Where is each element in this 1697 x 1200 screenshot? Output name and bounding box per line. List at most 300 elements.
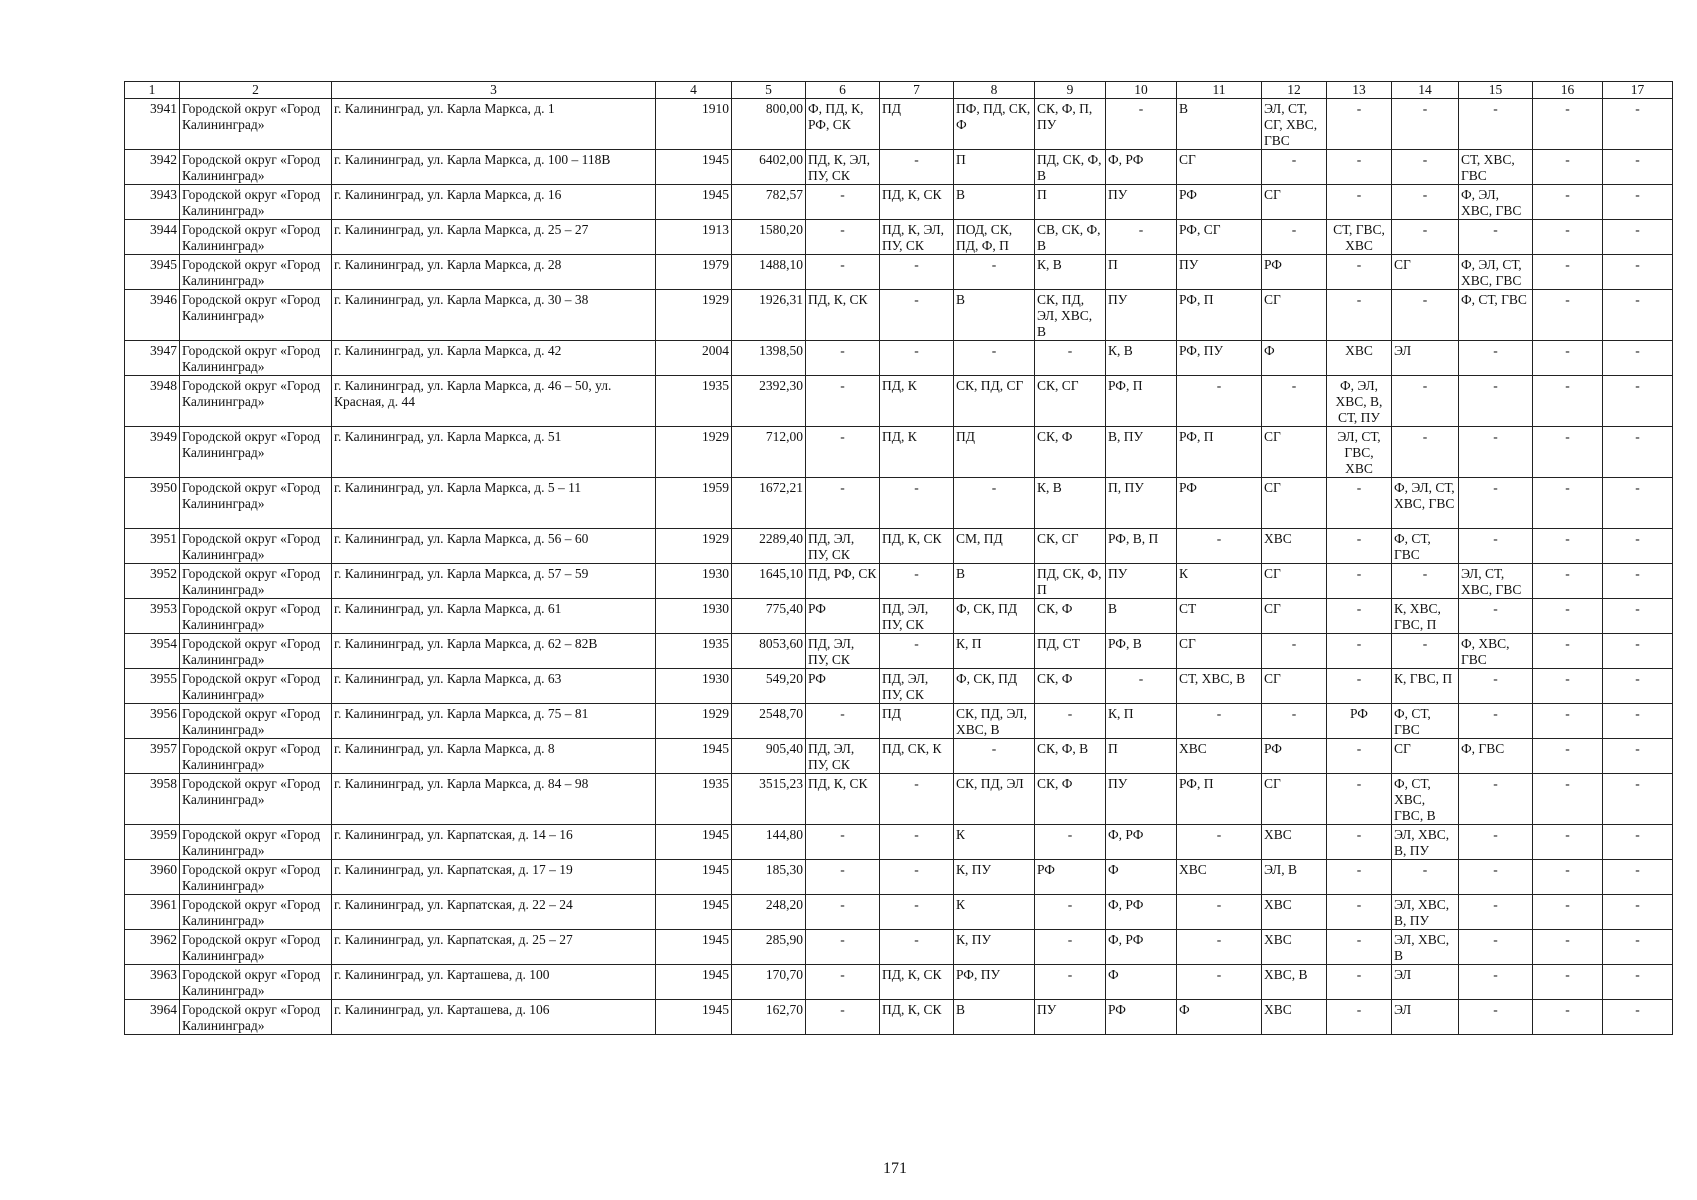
table-cell-col-3: г. Калининград, ул. Карла Маркса, д. 8 — [332, 739, 656, 774]
table-cell-col-6: ПД, К, СК — [806, 774, 880, 825]
table-cell-col-5: 8053,60 — [732, 634, 806, 669]
table-cell-col-5: 1488,10 — [732, 255, 806, 290]
table-cell-col-15: - — [1459, 930, 1533, 965]
table-cell-col-10: П — [1106, 255, 1177, 290]
table-row — [125, 669, 1673, 704]
table-cell-col-17: - — [1603, 599, 1673, 634]
table-cell-col-11: ХВС — [1177, 739, 1262, 774]
table-cell-col-4: 1945 — [656, 965, 732, 1000]
table-row — [125, 895, 1673, 930]
table-cell-col-15: - — [1459, 341, 1533, 376]
table-cell-col-11: - — [1177, 825, 1262, 860]
table-cell-col-12: СГ — [1262, 669, 1327, 704]
table-cell-col-14: - — [1392, 150, 1459, 185]
table-cell-col-16: - — [1533, 220, 1603, 255]
table-row — [125, 1000, 1673, 1035]
table-cell-col-17: - — [1603, 860, 1673, 895]
table-cell-col-1: 3943 — [125, 185, 180, 220]
table-cell-col-1: 3963 — [125, 965, 180, 1000]
table-cell-col-14: - — [1392, 290, 1459, 341]
table-cell-col-9: ПД, СТ — [1035, 634, 1106, 669]
table-cell-col-7: - — [880, 634, 954, 669]
table-cell-col-2: Городской округ «Город Калининград» — [180, 774, 332, 825]
table-cell-col-9: ПД, СК, Ф, В — [1035, 150, 1106, 185]
table-cell-col-7: ПД — [880, 704, 954, 739]
table-cell-col-13: - — [1327, 185, 1392, 220]
table-cell-col-16: - — [1533, 774, 1603, 825]
table-row — [125, 825, 1673, 860]
table-cell-col-14: ЭЛ, ХВС, В — [1392, 930, 1459, 965]
table-cell-col-10: Ф — [1106, 965, 1177, 1000]
table-cell-col-7: ПД, К, СК — [880, 185, 954, 220]
table-cell-col-1: 3948 — [125, 376, 180, 427]
table-cell-col-4: 1935 — [656, 634, 732, 669]
table-cell-col-4: 1945 — [656, 185, 732, 220]
table-row — [125, 634, 1673, 669]
table-cell-col-2: Городской округ «Город Калининград» — [180, 99, 332, 150]
table-cell-col-6: - — [806, 895, 880, 930]
table-cell-col-9: СК, Ф — [1035, 427, 1106, 478]
table-cell-col-9: - — [1035, 704, 1106, 739]
table-cell-col-8: - — [954, 255, 1035, 290]
table-cell-col-13: Ф, ЭЛ, ХВС, В, СТ, ПУ — [1327, 376, 1392, 427]
table-cell-col-8: К — [954, 895, 1035, 930]
table-cell-col-7: - — [880, 341, 954, 376]
table-cell-col-4: 1945 — [656, 895, 732, 930]
table-cell-col-13: - — [1327, 965, 1392, 1000]
table-cell-col-7: ПД — [880, 99, 954, 150]
table-cell-col-1: 3953 — [125, 599, 180, 634]
table-cell-col-8: В — [954, 564, 1035, 599]
table-cell-col-5: 2289,40 — [732, 529, 806, 564]
table-cell-col-17: - — [1603, 478, 1673, 529]
table-row — [125, 860, 1673, 895]
table-cell-col-11: В — [1177, 99, 1262, 150]
column-header-9: 9 — [1035, 82, 1106, 99]
table-cell-col-14: ЭЛ, ХВС, В, ПУ — [1392, 825, 1459, 860]
table-cell-col-6: - — [806, 930, 880, 965]
table-cell-col-17: - — [1603, 930, 1673, 965]
table-cell-col-9: ПУ — [1035, 1000, 1106, 1035]
table-cell-col-12: ХВС — [1262, 930, 1327, 965]
table-cell-col-10: Ф, РФ — [1106, 825, 1177, 860]
table-cell-col-14: - — [1392, 185, 1459, 220]
table-cell-col-13: - — [1327, 825, 1392, 860]
table-cell-col-12: СГ — [1262, 185, 1327, 220]
table-cell-col-13: ХВС — [1327, 341, 1392, 376]
table-cell-col-1: 3955 — [125, 669, 180, 704]
table-cell-col-2: Городской округ «Город Калининград» — [180, 860, 332, 895]
column-header-6: 6 — [806, 82, 880, 99]
table-cell-col-7: - — [880, 860, 954, 895]
table-cell-col-17: - — [1603, 825, 1673, 860]
table-cell-col-2: Городской округ «Город Калининград» — [180, 704, 332, 739]
table-cell-col-12: РФ — [1262, 739, 1327, 774]
table-cell-col-1: 3958 — [125, 774, 180, 825]
table-cell-col-17: - — [1603, 669, 1673, 704]
table-cell-col-3: г. Калининград, ул. Карла Маркса, д. 63 — [332, 669, 656, 704]
table-cell-col-15: Ф, ХВС, ГВС — [1459, 634, 1533, 669]
table-cell-col-10: РФ, П — [1106, 376, 1177, 427]
table-cell-col-12: - — [1262, 704, 1327, 739]
table-cell-col-12: ХВС — [1262, 529, 1327, 564]
table-cell-col-15: Ф, ЭЛ, СТ, ХВС, ГВС — [1459, 255, 1533, 290]
table-cell-col-4: 1929 — [656, 427, 732, 478]
table-cell-col-8: Ф, СК, ПД — [954, 599, 1035, 634]
table-row — [125, 965, 1673, 1000]
table-cell-col-13: - — [1327, 99, 1392, 150]
table-cell-col-6: РФ — [806, 669, 880, 704]
table-cell-col-12: ЭЛ, СТ, СГ, ХВС, ГВС — [1262, 99, 1327, 150]
table-cell-col-9: - — [1035, 825, 1106, 860]
table-cell-col-9: П — [1035, 185, 1106, 220]
table-cell-col-5: 248,20 — [732, 895, 806, 930]
table-cell-col-2: Городской округ «Город Калининград» — [180, 427, 332, 478]
table-cell-col-9: СК, Ф — [1035, 599, 1106, 634]
table-cell-col-14: К, ХВС, ГВС, П — [1392, 599, 1459, 634]
table-cell-col-14: ЭЛ, ХВС, В, ПУ — [1392, 895, 1459, 930]
column-header-7: 7 — [880, 82, 954, 99]
table-cell-col-11: - — [1177, 895, 1262, 930]
table-cell-col-1: 3956 — [125, 704, 180, 739]
column-header-8: 8 — [954, 82, 1035, 99]
table-cell-col-11: РФ — [1177, 478, 1262, 529]
table-cell-col-14: СГ — [1392, 739, 1459, 774]
table-cell-col-4: 1945 — [656, 930, 732, 965]
column-header-13: 13 — [1327, 82, 1392, 99]
table-cell-col-5: 1580,20 — [732, 220, 806, 255]
table-cell-col-16: - — [1533, 930, 1603, 965]
table-cell-col-3: г. Калининград, ул. Карла Маркса, д. 25 – 27 — [332, 220, 656, 255]
table-cell-col-16: - — [1533, 290, 1603, 341]
table-cell-col-5: 775,40 — [732, 599, 806, 634]
table-cell-col-16: - — [1533, 564, 1603, 599]
table-cell-col-3: г. Калининград, ул. Карла Маркса, д. 56 – 60 — [332, 529, 656, 564]
table-cell-col-9: СК, Ф, П, ПУ — [1035, 99, 1106, 150]
table-cell-col-11: СГ — [1177, 150, 1262, 185]
table-cell-col-14: - — [1392, 99, 1459, 150]
table-cell-col-17: - — [1603, 185, 1673, 220]
table-cell-col-6: - — [806, 255, 880, 290]
column-header-17: 17 — [1603, 82, 1673, 99]
table-cell-col-17: - — [1603, 290, 1673, 341]
table-cell-col-16: - — [1533, 478, 1603, 529]
table-cell-col-13: - — [1327, 564, 1392, 599]
table-cell-col-11: - — [1177, 704, 1262, 739]
table-cell-col-4: 1930 — [656, 669, 732, 704]
table-cell-col-2: Городской округ «Город Калининград» — [180, 150, 332, 185]
table-cell-col-16: - — [1533, 427, 1603, 478]
table-cell-col-5: 712,00 — [732, 427, 806, 478]
table-cell-col-3: г. Калининград, ул. Карташева, д. 106 — [332, 1000, 656, 1035]
table-cell-col-8: К, ПУ — [954, 860, 1035, 895]
table-cell-col-7: ПД, К, СК — [880, 1000, 954, 1035]
column-header-15: 15 — [1459, 82, 1533, 99]
table-cell-col-10: РФ — [1106, 1000, 1177, 1035]
table-cell-col-9: СК, Ф, В — [1035, 739, 1106, 774]
table-cell-col-5: 6402,00 — [732, 150, 806, 185]
table-cell-col-11: СГ — [1177, 634, 1262, 669]
table-cell-col-4: 1945 — [656, 825, 732, 860]
table-cell-col-6: - — [806, 220, 880, 255]
table-cell-col-10: К, П — [1106, 704, 1177, 739]
table-cell-col-9: СК, СГ — [1035, 529, 1106, 564]
table-cell-col-3: г. Калининград, ул. Карла Маркса, д. 30 – 38 — [332, 290, 656, 341]
table-cell-col-7: - — [880, 930, 954, 965]
table-row — [125, 739, 1673, 774]
table-cell-col-1: 3961 — [125, 895, 180, 930]
table-cell-col-10: Ф — [1106, 860, 1177, 895]
table-cell-col-2: Городской округ «Город Калининград» — [180, 290, 332, 341]
table-row — [125, 255, 1673, 290]
table-cell-col-10: Ф, РФ — [1106, 930, 1177, 965]
table-cell-col-16: - — [1533, 634, 1603, 669]
table-cell-col-10: - — [1106, 669, 1177, 704]
table-cell-col-7: - — [880, 150, 954, 185]
table-cell-col-7: - — [880, 290, 954, 341]
table-cell-col-6: - — [806, 478, 880, 529]
column-header-10: 10 — [1106, 82, 1177, 99]
table-cell-col-8: - — [954, 341, 1035, 376]
table-cell-col-16: - — [1533, 1000, 1603, 1035]
table-cell-col-5: 170,70 — [732, 965, 806, 1000]
table-cell-col-15: - — [1459, 895, 1533, 930]
table-cell-col-15: - — [1459, 99, 1533, 150]
table-cell-col-13: - — [1327, 634, 1392, 669]
table-cell-col-17: - — [1603, 634, 1673, 669]
table-cell-col-8: СК, ПД, ЭЛ — [954, 774, 1035, 825]
table-cell-col-5: 905,40 — [732, 739, 806, 774]
table-cell-col-16: - — [1533, 739, 1603, 774]
table-cell-col-9: К, В — [1035, 255, 1106, 290]
table-cell-col-5: 549,20 — [732, 669, 806, 704]
table-cell-col-16: - — [1533, 825, 1603, 860]
table-cell-col-15: - — [1459, 427, 1533, 478]
table-row — [125, 704, 1673, 739]
table-cell-col-14: К, ГВС, П — [1392, 669, 1459, 704]
table-cell-col-2: Городской округ «Город Калининград» — [180, 564, 332, 599]
table-cell-col-11: СТ, ХВС, В — [1177, 669, 1262, 704]
table-cell-col-16: - — [1533, 99, 1603, 150]
table-cell-col-3: г. Калининград, ул. Карла Маркса, д. 1 — [332, 99, 656, 150]
table-cell-col-1: 3952 — [125, 564, 180, 599]
table-cell-col-17: - — [1603, 376, 1673, 427]
table-cell-col-6: - — [806, 704, 880, 739]
table-cell-col-15: - — [1459, 220, 1533, 255]
table-cell-col-15: - — [1459, 669, 1533, 704]
table-cell-col-16: - — [1533, 895, 1603, 930]
table-cell-col-7: ПД, К, ЭЛ, ПУ, СК — [880, 220, 954, 255]
table-cell-col-15: - — [1459, 704, 1533, 739]
table-cell-col-8: ПД — [954, 427, 1035, 478]
table-cell-col-13: - — [1327, 930, 1392, 965]
table-cell-col-13: ЭЛ, СТ, ГВС, ХВС — [1327, 427, 1392, 478]
table-cell-col-1: 3951 — [125, 529, 180, 564]
table-cell-col-7: - — [880, 825, 954, 860]
table-body — [125, 99, 1673, 1035]
table-cell-col-11: СТ — [1177, 599, 1262, 634]
table-cell-col-3: г. Калининград, ул. Карташева, д. 100 — [332, 965, 656, 1000]
table-cell-col-13: - — [1327, 860, 1392, 895]
table-cell-col-5: 1926,31 — [732, 290, 806, 341]
table-cell-col-1: 3941 — [125, 99, 180, 150]
table-cell-col-13: - — [1327, 150, 1392, 185]
table-cell-col-7: ПД, ЭЛ, ПУ, СК — [880, 669, 954, 704]
table-cell-col-11: - — [1177, 529, 1262, 564]
table-row — [125, 185, 1673, 220]
table-cell-col-8: СМ, ПД — [954, 529, 1035, 564]
table-cell-col-15: СТ, ХВС, ГВС — [1459, 150, 1533, 185]
table-cell-col-2: Городской округ «Город Калининград» — [180, 965, 332, 1000]
table-cell-col-9: СК, Ф — [1035, 774, 1106, 825]
table-cell-col-12: РФ — [1262, 255, 1327, 290]
table-cell-col-17: - — [1603, 774, 1673, 825]
table-cell-col-4: 1929 — [656, 290, 732, 341]
table-cell-col-4: 1945 — [656, 739, 732, 774]
table-cell-col-1: 3960 — [125, 860, 180, 895]
table-cell-col-14: Ф, ЭЛ, СТ, ХВС, ГВС — [1392, 478, 1459, 529]
table-cell-col-10: К, В — [1106, 341, 1177, 376]
table-cell-col-1: 3962 — [125, 930, 180, 965]
table-cell-col-2: Городской округ «Город Калининград» — [180, 376, 332, 427]
table-cell-col-10: ПУ — [1106, 290, 1177, 341]
table-cell-col-17: - — [1603, 1000, 1673, 1035]
table-cell-col-10: П, ПУ — [1106, 478, 1177, 529]
table-cell-col-14: - — [1392, 220, 1459, 255]
table-cell-col-2: Городской округ «Город Калининград» — [180, 529, 332, 564]
table-row — [125, 564, 1673, 599]
table-row — [125, 529, 1673, 564]
table-cell-col-11: - — [1177, 930, 1262, 965]
table-row — [125, 427, 1673, 478]
table-cell-col-14: - — [1392, 376, 1459, 427]
column-header-4: 4 — [656, 82, 732, 99]
table-cell-col-14: - — [1392, 634, 1459, 669]
table-cell-col-12: - — [1262, 376, 1327, 427]
table-cell-col-5: 2548,70 — [732, 704, 806, 739]
table-cell-col-10: В — [1106, 599, 1177, 634]
table-cell-col-12: СГ — [1262, 774, 1327, 825]
table-row — [125, 478, 1673, 529]
table-cell-col-5: 782,57 — [732, 185, 806, 220]
table-cell-col-3: г. Калининград, ул. Карла Маркса, д. 46 – 50, ул. Красная, д. 44 — [332, 376, 656, 427]
table-cell-col-8: - — [954, 478, 1035, 529]
table-cell-col-17: - — [1603, 220, 1673, 255]
table-cell-col-2: Городской округ «Город Калининград» — [180, 255, 332, 290]
table-row — [125, 774, 1673, 825]
table-cell-col-15: Ф, ЭЛ, ХВС, ГВС — [1459, 185, 1533, 220]
table-cell-col-7: ПД, К — [880, 427, 954, 478]
table-cell-col-10: РФ, В, П — [1106, 529, 1177, 564]
table-cell-col-12: СГ — [1262, 290, 1327, 341]
table-cell-col-13: - — [1327, 255, 1392, 290]
table-cell-col-17: - — [1603, 704, 1673, 739]
table-cell-col-5: 2392,30 — [732, 376, 806, 427]
table-cell-col-12: СГ — [1262, 427, 1327, 478]
table-cell-col-8: ПОД, СК, ПД, Ф, П — [954, 220, 1035, 255]
table-cell-col-13: - — [1327, 529, 1392, 564]
table-cell-col-7: ПД, СК, К — [880, 739, 954, 774]
table-cell-col-6: - — [806, 965, 880, 1000]
table-cell-col-4: 1945 — [656, 150, 732, 185]
table-cell-col-9: СК, СГ — [1035, 376, 1106, 427]
table-cell-col-14: ЭЛ — [1392, 1000, 1459, 1035]
table-cell-col-7: ПД, ЭЛ, ПУ, СК — [880, 599, 954, 634]
table-cell-col-2: Городской округ «Город Калининград» — [180, 825, 332, 860]
column-header-5: 5 — [732, 82, 806, 99]
table-cell-col-7: ПД, К, СК — [880, 529, 954, 564]
table-cell-col-14: Ф, СТ, ГВС — [1392, 529, 1459, 564]
table-cell-col-5: 3515,23 — [732, 774, 806, 825]
table-cell-col-8: В — [954, 290, 1035, 341]
table-cell-col-3: г. Калининград, ул. Карпатская, д. 22 – 24 — [332, 895, 656, 930]
table-cell-col-4: 1959 — [656, 478, 732, 529]
table-cell-col-9: - — [1035, 930, 1106, 965]
column-header-14: 14 — [1392, 82, 1459, 99]
table-cell-col-4: 1935 — [656, 774, 732, 825]
table-cell-col-6: - — [806, 341, 880, 376]
table-cell-col-3: г. Калининград, ул. Карла Маркса, д. 100 – 118В — [332, 150, 656, 185]
table-cell-col-6: - — [806, 825, 880, 860]
table-cell-col-2: Городской округ «Город Калининград» — [180, 599, 332, 634]
page-number: 171 — [883, 1160, 907, 1177]
table-cell-col-13: СТ, ГВС, ХВС — [1327, 220, 1392, 255]
table-cell-col-4: 1930 — [656, 564, 732, 599]
table-cell-col-5: 1672,21 — [732, 478, 806, 529]
table-cell-col-2: Городской округ «Город Калининград» — [180, 739, 332, 774]
table-cell-col-16: - — [1533, 376, 1603, 427]
table-cell-col-3: г. Калининград, ул. Карла Маркса, д. 84 – 98 — [332, 774, 656, 825]
table-cell-col-2: Городской округ «Город Калининград» — [180, 895, 332, 930]
table-cell-col-8: В — [954, 185, 1035, 220]
table-cell-col-11: РФ, П — [1177, 290, 1262, 341]
table-cell-col-13: - — [1327, 290, 1392, 341]
table-cell-col-3: г. Калининград, ул. Карла Маркса, д. 5 – 11 — [332, 478, 656, 529]
table-cell-col-4: 1929 — [656, 529, 732, 564]
table-cell-col-14: СГ — [1392, 255, 1459, 290]
table-cell-col-9: К, В — [1035, 478, 1106, 529]
table-cell-col-11: ПУ — [1177, 255, 1262, 290]
table-cell-col-5: 1398,50 — [732, 341, 806, 376]
table-cell-col-6: ПД, ЭЛ, ПУ, СК — [806, 739, 880, 774]
table-cell-col-4: 2004 — [656, 341, 732, 376]
table-row — [125, 376, 1673, 427]
table-cell-col-9: - — [1035, 341, 1106, 376]
table-cell-col-8: Ф, СК, ПД — [954, 669, 1035, 704]
table-cell-col-3: г. Калининград, ул. Карла Маркса, д. 75 – 81 — [332, 704, 656, 739]
column-header-12: 12 — [1262, 82, 1327, 99]
table-cell-col-16: - — [1533, 341, 1603, 376]
column-header-1: 1 — [125, 82, 180, 99]
table-cell-col-10: ПУ — [1106, 774, 1177, 825]
table-cell-col-10: В, ПУ — [1106, 427, 1177, 478]
table-cell-col-12: СГ — [1262, 478, 1327, 529]
table-cell-col-12: ХВС — [1262, 895, 1327, 930]
table-cell-col-6: ПД, ЭЛ, ПУ, СК — [806, 529, 880, 564]
table-cell-col-13: - — [1327, 599, 1392, 634]
table-cell-col-6: - — [806, 1000, 880, 1035]
table-cell-col-15: - — [1459, 376, 1533, 427]
table-cell-col-1: 3945 — [125, 255, 180, 290]
table-cell-col-3: г. Калининград, ул. Карла Маркса, д. 16 — [332, 185, 656, 220]
table-cell-col-8: ПФ, ПД, СК, Ф — [954, 99, 1035, 150]
table-cell-col-9: СК, Ф — [1035, 669, 1106, 704]
table-cell-col-17: - — [1603, 895, 1673, 930]
table-cell-col-1: 3949 — [125, 427, 180, 478]
table-cell-col-10: - — [1106, 99, 1177, 150]
table-cell-col-9: ПД, СК, Ф, П — [1035, 564, 1106, 599]
table-row — [125, 99, 1673, 150]
